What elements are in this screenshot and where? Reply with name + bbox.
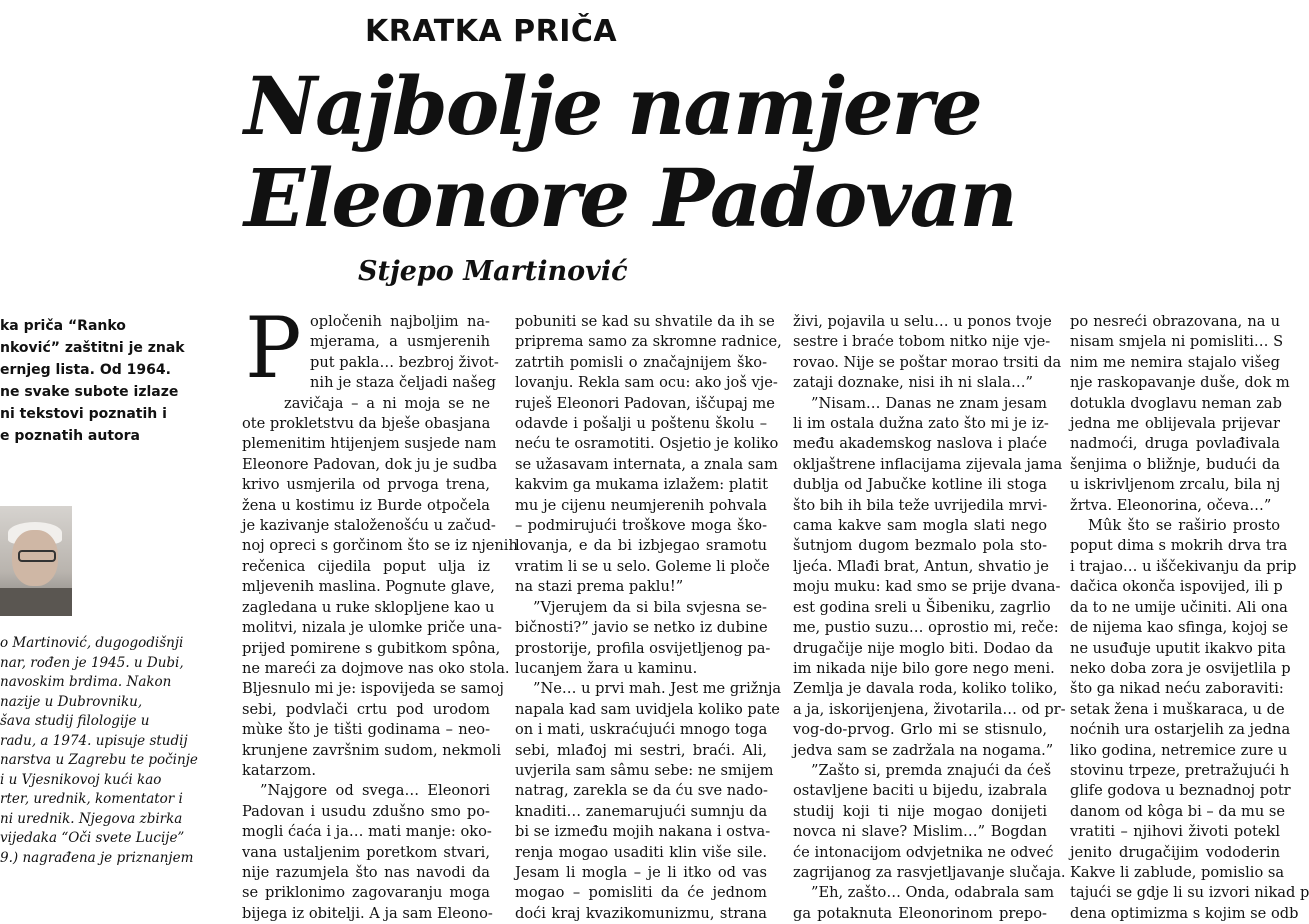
text-line: po nesreći obrazovana, na u [1070,313,1280,330]
text-line: molitvi, nizala je ulomke priče una- [242,619,502,637]
text-line: est godina sreli u Šibeniku, zagrlio [793,598,1051,616]
text-line: zagrijanog za rasvjetljavanje slučaja. [793,863,1066,881]
text-line: ga potaknuta Eleonorinom prepo- [793,904,1047,922]
text-line: uvjerila sam sâmu sebe: ne smijem [515,761,774,779]
text-line: noj opreci s gorčinom što se iz njenih [242,537,518,555]
text-line: okljaštrene inflacijama zijevala jama [793,455,1063,473]
text-line: nije razumjela što nas navodi da [242,863,490,881]
text-line: se priklonimo zagovaranju moga [242,884,490,902]
text-line: što ga nikad neću zaboraviti: [1070,680,1284,698]
text-line: danom od kôga bi – da mu se [1070,802,1286,820]
text-line: dotukla dvoglavu neman zab [1070,394,1282,412]
text-line: i trajao… u iščekivanju da prip [1070,557,1297,575]
text-line: vog-do-prvog. Grlo mi se stisnulo, [793,721,1047,739]
text-line: nazije u Dubrovniku, [0,693,143,710]
text-line: mùke što je tišti godinama – neo- [242,721,490,739]
text-line: navoskim brdima. Nakon [0,674,172,690]
text-line: vratim li se u selo. Goleme li ploče [515,557,770,575]
text-line: nisam smjela ni pomisliti… S [1070,333,1284,351]
article-column-4 [1070,312,1309,924]
text-line: bičnosti?” javio se netko iz dubine [515,619,768,637]
text-line: bi se između mojih nakana i ostva- [515,823,771,841]
text-line: narstva u Zagrebu te počinje [0,752,198,768]
headline-line-1: Najbolje namjere [244,59,981,153]
text-line: krivo usmjerila od prvoga trena, [242,476,490,494]
text-line: stovinu trpeze, pretražujući h [1070,761,1290,779]
text-line: lovanju. Rekla sam ocu: ako još vje- [515,374,778,392]
text-line: u iskrivljenom zrcalu, bila nj [1070,476,1281,494]
text-line: mogao – pomisliti da će jednom [515,884,767,902]
text-line: natrag, zarekla se da ću sve nado- [515,782,768,800]
text-line: živi, pojavila u selu… u ponos tvoje [793,313,1052,330]
text-line: žena u kostimu iz Burde otpočela [242,496,490,514]
text-line: ni tekstovi poznatih i [0,406,167,422]
text-line: Padovan i usudu zdušno smo po- [242,802,490,820]
text-line: – podmirujući troškove moga ško- [515,517,767,535]
article-column-3 [793,312,1066,924]
text-line: i u Vjesnikovoj kući kao [0,771,162,788]
text-line: Eleonore Padovan, dok ju je sudba [242,455,498,473]
text-line: Bljesnulo mi je: ispovijeda se samoj [242,680,504,698]
text-line: sestre i braće tobom nitko nije vje- [793,333,1051,351]
text-line: setak žena i muškaraca, u de [1070,700,1285,718]
author-bio [0,634,225,868]
text-line: ote prokletstvu da bješe obasjana [242,415,491,433]
author-byline: Stjepo Martinović [358,256,628,287]
text-line: ostavljene baciti u bijedu, izabrala [793,782,1048,800]
headline-line-2: Eleonore Padovan [244,151,1016,245]
text-line: nadmoći, druga povlađivala [1070,435,1280,453]
text-line: ernjeg lista. Od 1964. [0,362,171,378]
text-line: vratiti – njihovi životi potekl [1070,823,1280,841]
text-line: on i mati, uskraćujući mnogo toga [515,721,768,739]
text-line: jenito drugačijim vododerin [1070,843,1280,861]
text-line: ”Eh, zašto… Onda, odabrala sam [811,884,1055,902]
text-line: noćnih ura ostarjelih za jedna [1070,721,1291,739]
text-line: pobuniti se kad su shvatile da ih se [515,313,775,330]
text-line: rečenica cijedila poput ulja iz [242,557,490,575]
text-line: poput dima s mokrih drva tra [1070,537,1288,555]
text-line: zatrtih pomisli o značajnijem ško- [515,353,767,371]
text-line: opločenih najboljim na- [310,313,490,330]
text-line: novca ni slave? Mislim…” Bogdan [793,823,1047,841]
text-line: nim me nemira stajalo višeg [1070,353,1280,371]
text-line: je kazivanje staloženošću u začud- [242,517,496,535]
text-line: de nijema kao sfinga, kojoj se [1070,619,1289,637]
text-line: nar, rođen je 1945. u Dubi, [0,654,184,671]
text-line: ljeća. Mlađi brat, Antun, shvatio je [793,557,1049,575]
text-line: ka priča “Ranko [0,318,126,334]
text-line: vana ustaljenim poretkom stvari, [242,843,490,861]
text-line: mu je cijenu neumjerenih pohvala [515,496,767,514]
text-line: Zemlja je davala roda, koliko toliko, [793,680,1058,698]
text-line: dublja od Jabučke kotline ili stoga [793,476,1047,494]
text-line: Kakve li zablude, pomislio sa [1070,863,1285,881]
text-line: nje raskopavanje duše, dok m [1070,374,1290,392]
text-line: ruješ Eleonori Padovan, iščupaj me [515,394,775,412]
text-line: jedva sam se zadržala na nogama.” [793,741,1054,759]
text-line: mljevenih maslina. Pognute glave, [242,578,495,596]
text-line: sebi, podvlači crtu pod urodom [242,700,490,718]
text-line: zavičaja – a ni moja se ne [284,394,490,412]
text-line: ”Najgore od svega… Eleonori [260,782,490,800]
text-line: mogli ćaća i ja… mati manje: oko- [242,823,492,841]
text-line: o Martinović, dugogodišnji [0,635,184,651]
text-line: a ja, iskorijenjena, životarila… od pr- [793,700,1066,718]
text-line: odavde i pošalji u poštenu školu – [515,415,767,433]
text-line: ”Nisam… Danas ne znam jesam [811,394,1047,412]
text-line: liko godina, netremice zure u [1070,741,1288,759]
text-line: zataji doznake, nisi ih ni slala…” [793,374,1034,392]
text-line: radu, a 1974. upisuje studij [0,732,188,749]
section-kicker: KRATKA PRIČA [365,14,618,49]
text-line: žrtva. Eleonorina, očeva…” [1070,496,1272,514]
text-line: Mûk što se raširio prosto [1088,517,1280,535]
text-line: Jesam li mogla – je li itko od vas [515,863,767,881]
text-line: ne usuđuje uputit ikakvo pita [1070,639,1286,657]
text-line: dena optimizma s kojim se odb [1070,904,1299,922]
article-headline [244,60,1144,244]
text-line: prostorije, profila osvijetljenog pa- [515,639,771,657]
text-line: lucanjem žara u kaminu. [515,659,698,677]
text-line: će intonacijom odvjetnika ne odveć [793,843,1054,861]
text-line: lovanja, e da bi izbjegao sramotu [515,537,767,555]
text-line: neću te osramotiti. Osjetio je koliko [515,435,779,453]
text-line: li im ostala dužna zato što mi je iz- [793,415,1049,433]
article-column-1 [242,299,518,924]
text-line: ne mareći za dojmove nas oko stola. [242,659,510,677]
text-line: šava studij filologije u [0,713,150,729]
text-line: mjerama, a usmjerenih [310,333,490,351]
text-line: se užasavam internata, a znala sam [515,455,778,473]
text-line: neko doba zora je osvijetlila p [1070,659,1291,677]
text-line: krunjene završnim sudom, nekmoli [242,741,502,759]
text-line: što bih ih bila teže uvrijedila mrvi- [793,496,1048,514]
text-line: 9.) nagrađena je priznanjem [0,849,194,866]
text-line: da to ne umije učiniti. Ali ona [1070,598,1288,616]
text-line: plemenitim htijenjem susjede nam [242,435,497,453]
text-line: ”Ne… u prvi mah. Jest me grižnja [533,680,782,698]
text-line: cama kakve sam mogla slati nego [793,517,1047,535]
text-line: jedna me oblijevala prijevar [1070,415,1280,433]
text-line: prijed pomirene s gubitkom spôna, [242,639,501,657]
text-line: dačica okonča ispovijed, ili p [1070,578,1283,596]
text-line: ”Vjerujem da si bila svjesna se- [533,598,767,616]
text-line: tajući se gdje li su izvori nikad p [1070,884,1309,902]
text-line: ”Zašto si, premda znajući da ćeš [811,761,1052,779]
text-line: kakvim ga mukama izlažem: platit [515,476,768,494]
text-line: na stazi prema paklu!” [515,578,684,596]
text-line: zagledana u ruke sklopljene kao u [242,598,495,616]
text-line: šenjima o bližnje, budući da [1070,455,1280,473]
text-line: drugačije nije moglo biti. Dodao da [793,639,1054,657]
text-line: e poznatih autora [0,428,140,444]
author-photo [0,506,72,616]
text-line: rter, urednik, komentator i [0,791,183,807]
text-line: put pakla… bezbroj život- [310,353,499,371]
text-line: šutnjom dugom bezmalo pola sto- [793,537,1047,555]
text-line: napala kad sam uvidjela koliko pate [515,700,780,718]
text-line: renja mogao usaditi klin više sile. [515,843,767,861]
text-line: katarzom. [242,761,317,779]
article-column-2 [515,312,782,924]
text-line: ne svake subote izlaze [0,384,179,400]
text-line: im nikada nije bilo gore nego meni. [793,659,1055,677]
text-line: rovao. Nije se poštar morao trsiti da [793,353,1062,371]
text-line: knaditi… zanemarujući sumnju da [515,802,768,820]
text-line: među akademskog naslova i plaće [793,435,1047,453]
text-line: doći kraj kvazikomunizmu, strana [515,904,767,922]
text-line: nih je staza čeljadi našeg [310,374,496,392]
text-line: priprema samo za skromne radnice, [515,333,782,351]
text-line: ni urednik. Njegova zbirka [0,810,183,827]
text-line: vijedaka “Oči svete Lucije” [0,830,185,846]
text-line: moju muku: kad smo se prije dvana- [793,578,1061,596]
text-line: sebi, mlađoj mi sestri, braći. Ali, [515,741,767,759]
drop-cap: P [245,299,302,397]
text-line: bijega iz obitelji. A ja sam Eleono- [242,904,493,922]
series-note [0,315,225,447]
text-line: glife godova u beznadnoj potr [1070,782,1291,800]
text-line: me, pustio suzu… oprostio mi, reče: [793,619,1059,637]
text-line: studij koji ti nije mogao donijeti [793,802,1047,820]
text-line: nković” zaštitni je znak [0,340,185,356]
